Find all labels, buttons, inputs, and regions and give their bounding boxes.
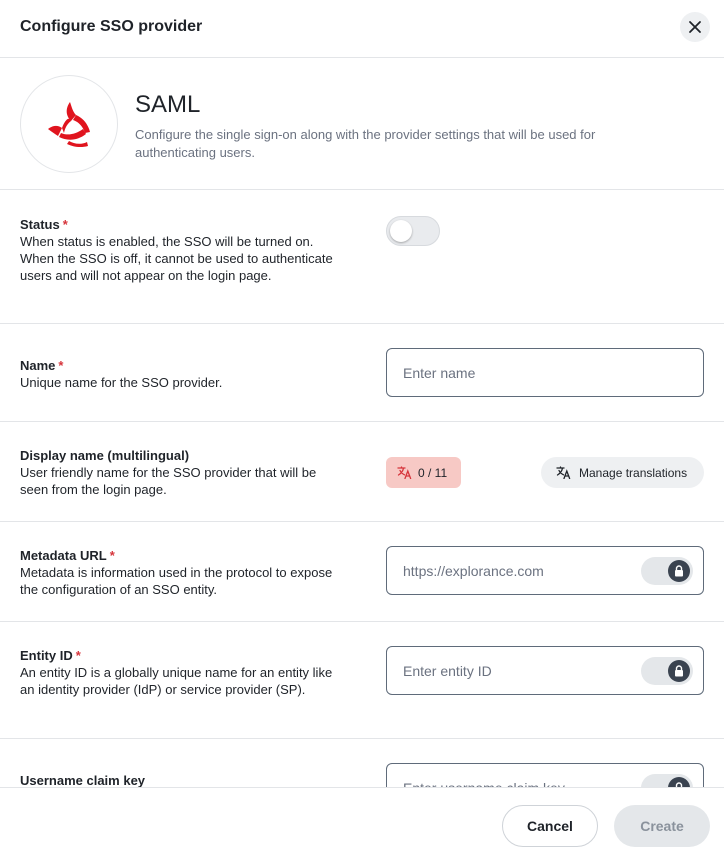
- metadata-url-lock-toggle[interactable]: [641, 557, 693, 585]
- username-claim-input-box: [386, 763, 704, 787]
- name-description: Unique name for the SSO provider.: [20, 375, 223, 390]
- required-marker: *: [62, 217, 68, 232]
- username-claim-input[interactable]: [403, 764, 633, 787]
- status-toggle-knob: [390, 220, 412, 242]
- name-row: [0, 324, 724, 422]
- translate-icon: [556, 466, 571, 479]
- metadata-url-label: Metadata URL *: [20, 548, 115, 563]
- lock-knob: [668, 560, 690, 582]
- metadata-url-row: [0, 522, 724, 622]
- name-label-group: [20, 357, 338, 391]
- display-name-label: Display name (multilingual): [20, 448, 190, 463]
- entity-id-label-group: [20, 647, 338, 698]
- cancel-button[interactable]: Cancel: [502, 805, 598, 847]
- name-input[interactable]: [403, 349, 633, 396]
- create-button[interactable]: Create: [614, 805, 710, 847]
- lock-knob: [668, 660, 690, 682]
- status-label: Status *: [20, 217, 68, 232]
- metadata-url-input-box: [386, 546, 704, 595]
- required-marker: *: [109, 548, 115, 563]
- display-name-row: [0, 422, 724, 522]
- display-name-label-group: [20, 447, 338, 498]
- dialog-footer: [0, 787, 724, 854]
- provider-summary: [0, 58, 724, 190]
- manage-translations-button[interactable]: [541, 457, 704, 488]
- provider-description: Configure the single sign-on along with the provider settings that will be used for authenticating users.: [135, 127, 596, 160]
- lock-knob: [668, 777, 690, 787]
- status-description: When status is enabled, the SSO will be turned on. When the SSO is off, it cannot be used to authenticate users and will not appear on the login page.: [20, 234, 333, 283]
- display-name-description: User friendly name for the SSO provider that will be seen from the login page.: [20, 465, 317, 497]
- required-marker: *: [75, 648, 81, 663]
- translate-icon: [397, 466, 412, 479]
- status-toggle[interactable]: [386, 216, 440, 246]
- dialog-header: [0, 0, 724, 58]
- entity-id-input-box: [386, 646, 704, 695]
- provider-name: SAML: [135, 91, 201, 118]
- close-icon: [688, 20, 702, 34]
- username-claim-label: Username claim key: [20, 773, 146, 787]
- entity-id-lock-toggle[interactable]: [641, 657, 693, 685]
- dialog-body[interactable]: [0, 58, 724, 787]
- manage-translations-label: Manage translations: [579, 465, 688, 480]
- entity-id-row: [0, 622, 724, 739]
- lock-icon: [674, 565, 684, 577]
- entity-id-input[interactable]: [403, 647, 633, 694]
- entity-id-description: An entity ID is a globally unique name for an entity like an identity provider (IdP) or service provider (SP).: [20, 665, 333, 697]
- metadata-url-input[interactable]: [403, 547, 633, 594]
- username-claim-row: [0, 739, 724, 787]
- entity-id-label: Entity ID *: [20, 648, 81, 663]
- status-row: [0, 190, 724, 324]
- name-label: Name *: [20, 358, 64, 373]
- username-claim-label-group: [20, 772, 338, 787]
- name-input-box: [386, 348, 704, 397]
- username-claim-lock-toggle[interactable]: [641, 774, 693, 787]
- translation-count-badge: [386, 457, 461, 488]
- provider-logo: [20, 75, 118, 173]
- required-marker: *: [58, 358, 64, 373]
- close-button[interactable]: [680, 12, 710, 42]
- dialog-title: Configure SSO provider: [20, 18, 203, 35]
- saml-logo-icon: [43, 100, 95, 148]
- translation-count: 0 / 11: [418, 465, 448, 480]
- status-label-group: [20, 216, 338, 284]
- metadata-url-description: Metadata is information used in the protocol to expose the configuration of an SSO entity.: [20, 565, 333, 597]
- lock-icon: [674, 665, 684, 677]
- metadata-url-label-group: [20, 547, 338, 598]
